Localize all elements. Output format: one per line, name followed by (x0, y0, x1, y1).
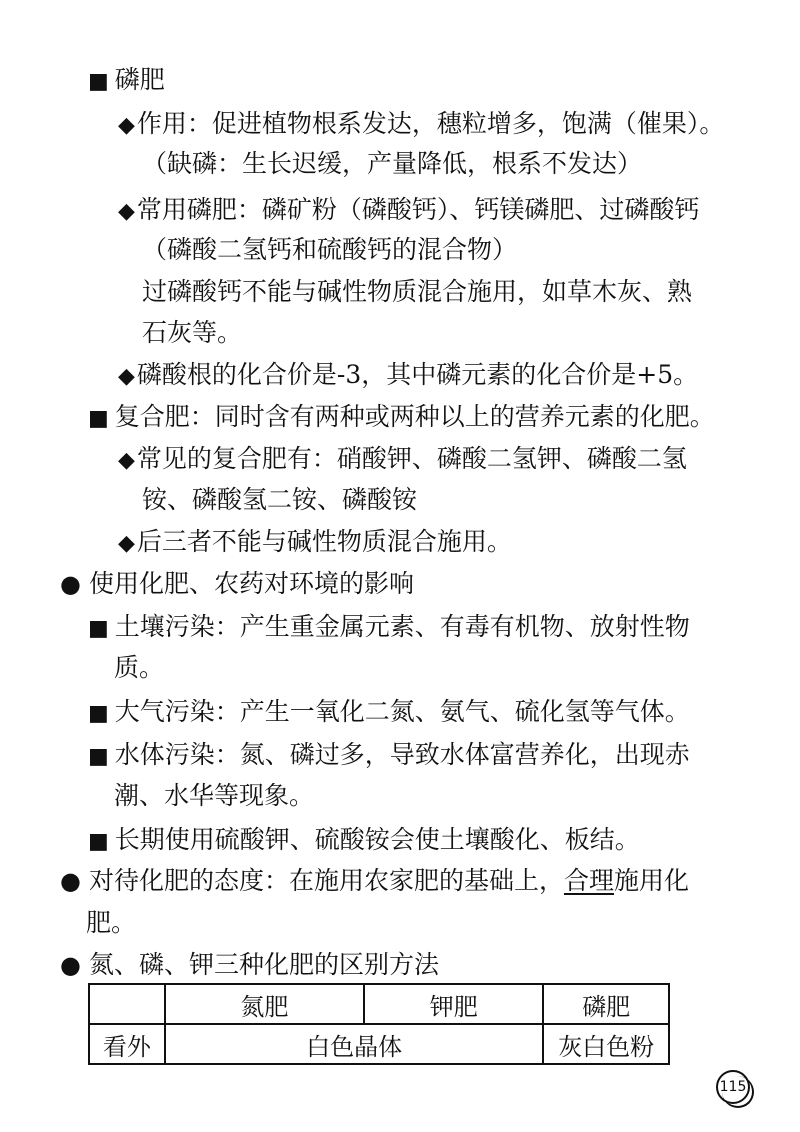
heading-environment (60, 566, 414, 602)
table-row (89, 1024, 669, 1064)
text: 施用化 (613, 866, 689, 895)
diamond-bullet-icon: ◆ (118, 199, 135, 224)
square-bullet-icon: ■ (88, 406, 109, 431)
text: 磷酸根的化合价是-3，其中磷元素的化合价是+5。 (136, 360, 699, 389)
table-header-cell (89, 984, 165, 1024)
text: （缺磷：生长迟缓，产量降低，根系不发达） (142, 149, 643, 178)
square-bullet-icon: ■ (88, 616, 109, 641)
diamond-bullet-icon: ◆ (118, 531, 135, 556)
text: 长期使用硫酸钾、硫酸铵会使土壤酸化、板结。 (114, 825, 640, 854)
square-bullet-icon: ■ (88, 829, 109, 854)
text: 过磷酸钙不能与碱性物质混合施用，如草木灰、熟 (142, 277, 693, 306)
item-common-phosphate (118, 192, 699, 230)
table-row-label: 看外 (89, 1024, 165, 1064)
square-bullet-icon: ■ (88, 69, 109, 94)
text: 质。 (114, 653, 165, 682)
heading-attitude (60, 863, 689, 899)
table-header-cell: 氮肥 (165, 984, 364, 1024)
fertilizer-comparison-table (88, 983, 670, 1065)
dot-bullet-icon: ● (60, 570, 81, 598)
item-long-term-use (88, 822, 640, 860)
text: 复合肥：同时含有两种或两种以上的营养元素的化肥。 (114, 402, 715, 431)
heading-phosphate (88, 62, 165, 100)
text: 石灰等。 (142, 318, 243, 347)
heading-compound (88, 399, 715, 437)
dot-bullet-icon: ● (60, 951, 81, 979)
diamond-bullet-icon: ◆ (118, 113, 135, 138)
diamond-bullet-icon: ◆ (118, 364, 135, 389)
item-common-phosphate-note (142, 232, 517, 268)
square-bullet-icon: ■ (88, 744, 109, 769)
item-function (118, 106, 724, 144)
text: 氮、磷、钾三种化肥的区别方法 (88, 950, 439, 979)
heading-attitude-cont (86, 905, 136, 941)
item-soil-pollution-cont (114, 650, 164, 686)
text: 磷肥 (114, 65, 165, 94)
underlined-text: 合理 (563, 866, 614, 895)
text: （磷酸二氢钙和硫酸钙的混合物） (142, 235, 518, 264)
item-valence (118, 357, 698, 395)
text: 对待化肥的态度：在施用农家肥的基础上， (88, 866, 564, 895)
square-bullet-icon: ■ (88, 701, 109, 726)
text: 作用：促进植物根系发达，穗粒增多，饱满（催果）。 (136, 109, 725, 138)
item-common-compound (118, 441, 687, 479)
item-common-compound-cont (142, 482, 417, 518)
text: 肥。 (86, 908, 137, 937)
text: 水体污染：氮、磷过多，导致水体富营养化，出现赤 (114, 740, 690, 769)
table-header-row (89, 984, 669, 1024)
item-last-three (118, 524, 512, 562)
text: 大气污染：产生一氧化二氮、氨气、硫化氢等气体。 (114, 697, 690, 726)
heading-distinguish (60, 947, 439, 983)
item-water-pollution (88, 737, 690, 775)
text: 潮、水华等现象。 (114, 781, 315, 810)
text: 土壤污染：产生重金属元素、有毒有机物、放射性物 (114, 612, 690, 641)
table-header-cell: 磷肥 (543, 984, 669, 1024)
diamond-bullet-icon: ◆ (118, 448, 135, 473)
text: 常用磷肥：磷矿粉（磷酸钙）、钙镁磷肥、过磷酸钙 (136, 195, 700, 224)
table-cell: 白色晶体 (165, 1024, 544, 1064)
item-superphosphate-warning-cont (142, 315, 242, 351)
item-function-note (142, 146, 642, 182)
table-cell: 灰白色粉 (543, 1024, 669, 1064)
item-soil-pollution (88, 609, 690, 647)
text: 铵、磷酸氢二铵、磷酸铵 (142, 485, 418, 514)
dot-bullet-icon: ● (60, 867, 81, 895)
item-water-pollution-cont (114, 778, 314, 814)
text: 后三者不能与碱性物质混合施用。 (136, 527, 512, 556)
page-number: 115 (716, 1070, 750, 1104)
item-air-pollution (88, 694, 690, 732)
text: 常见的复合肥有：硝酸钾、磷酸二氢钾、磷酸二氢 (136, 444, 687, 473)
text: 使用化肥、农药对环境的影响 (88, 569, 414, 598)
item-superphosphate-warning (142, 274, 692, 310)
table-header-cell: 钾肥 (364, 984, 543, 1024)
